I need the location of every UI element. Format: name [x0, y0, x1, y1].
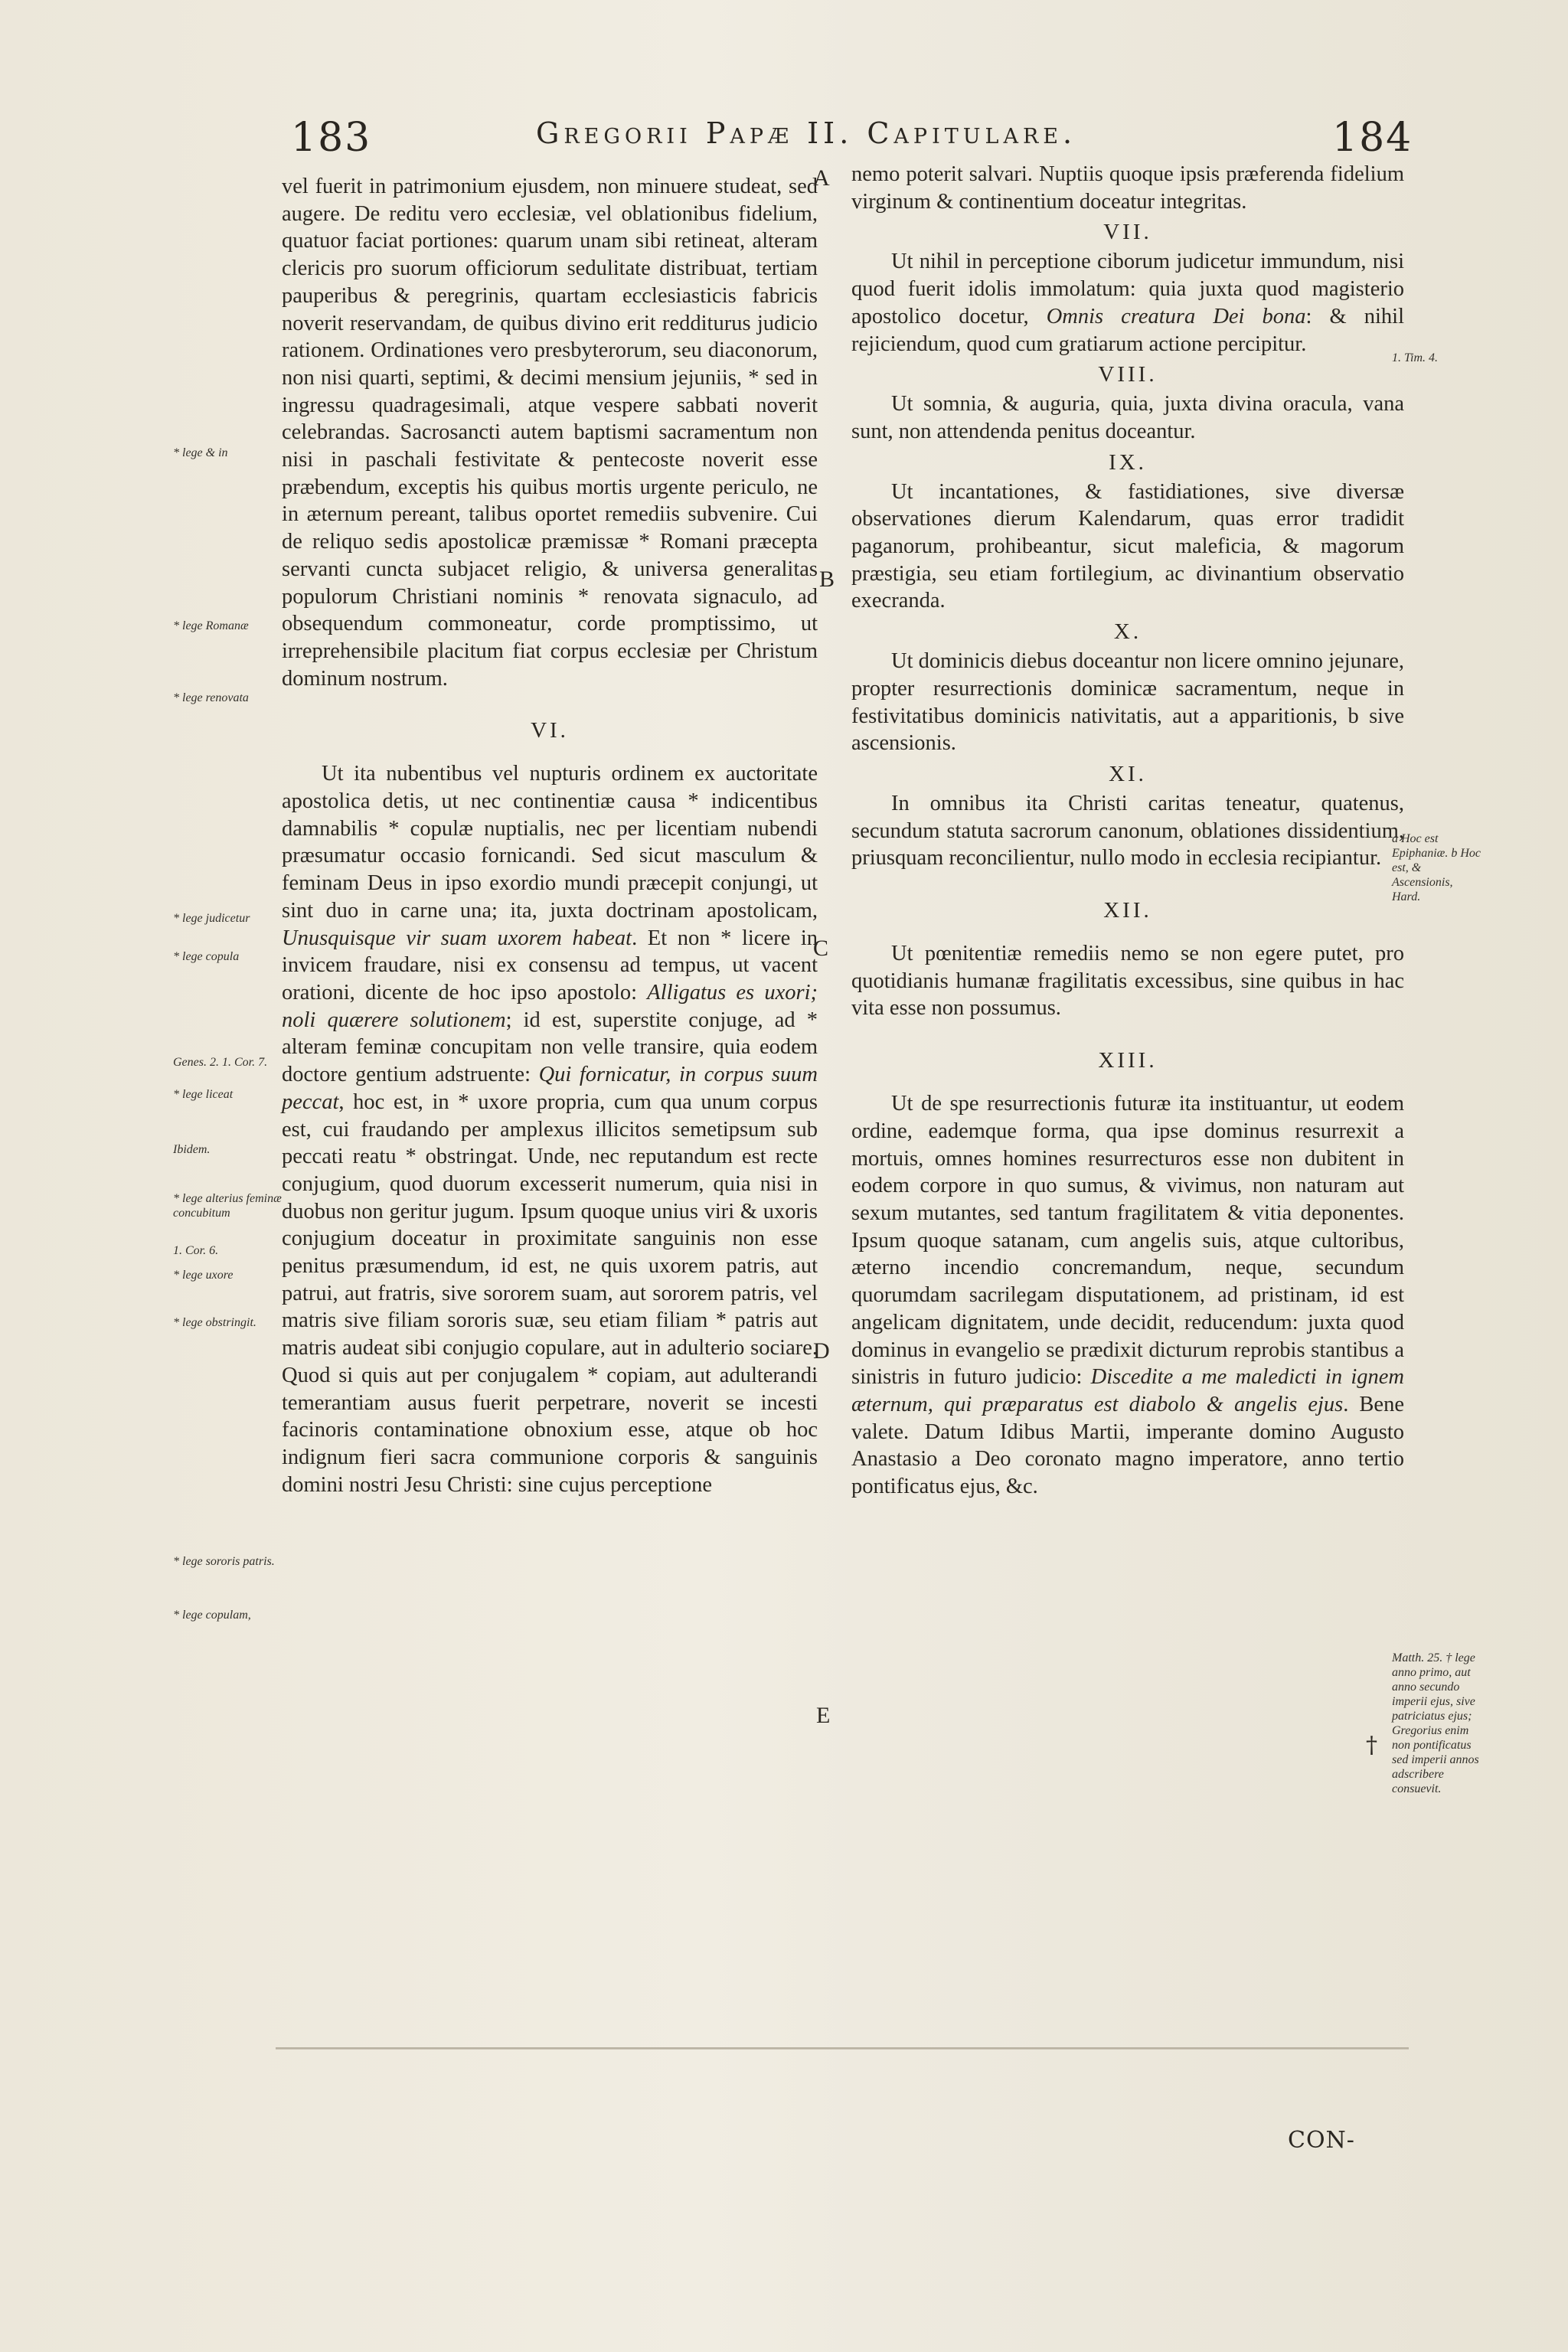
quote-alligatus: Alligatus es uxori; noli quærere solutionem — [282, 980, 818, 1032]
margin-note-right-1: 1. Tim. 4. — [1392, 351, 1439, 364]
margin-note-left-12: * lege obstringit. — [173, 1316, 256, 1329]
section-letter-c: C — [813, 936, 829, 961]
left-p2-text-c: ; id est, superstite conjuge, ad * alteram feminæ concupitam non velle transire, quia eodem doctore gentium adstruente: — [282, 1008, 818, 1087]
section-letter-b: B — [819, 567, 835, 592]
right-paragraph-1: nemo poterit salvari. Nuptiis quoque ipsis præferenda fidelium virginum & continentium doceatur integritas. — [851, 162, 1404, 214]
margin-note-left-3: * lege renovata — [173, 691, 249, 704]
margin-note-left-5: * lege copula — [173, 950, 240, 963]
quote-unusquisque: Unusquisque vir suam uxorem habeat — [282, 926, 632, 950]
left-column — [282, 173, 818, 1498]
chapter-heading-vi: VI. — [531, 718, 569, 743]
footer-rule-thin — [276, 2049, 1409, 2050]
margin-note-left-10: 1. Cor. 6. — [173, 1244, 219, 1257]
chapter-heading-xii: XII. — [1103, 898, 1152, 923]
right-paragraph-3: Ut somnia, & auguria, quia, juxta divina oracula, vana sunt, non attendenda penitus doceantur. — [851, 392, 1404, 443]
chapter-heading-viii: VIII. — [1098, 362, 1158, 387]
left-paragraph-1: vel fuerit in patrimonium ejusdem, non minuere studeat, sed augere. De reditu vero ecclesiæ, vel oblationibus fidelium, quatuor faciat portiones: quarum unam sibi retineat, alteram clericis pro suorum officiorum sedulitate distribuat, tertiam pauperibus & peregrinis, quartam ecclesiasticis fabricis noverit reservandam, de quibus divino erit redditurus judicio rationem. Ordinationes vero presbyterorum, seu diaconorum, non nisi quarti, septimi, & decimi mensium jejuniis, * sed in ingressu quadragesimali, atque vespere sabbati noverit celebrandas. Sacrosancti autem baptismi sacramentum non nisi in paschali festivitate & pentecoste noverit esse præbendum, exceptis his quibus mortis urgente periculo, ne in æternum pereant, talibus oportet remediis subvenire. Cui de reliquo sedis apostolicæ præmissæ * Romani præcepta servanti cuncta subjacet religio, & universa generalitas populorum Christiani nominis * renovata signaculo, ad obsequendum commoneatur, corde promptissimo, ut irreprehensibile placitum fiat corpus ecclesiæ per Christum dominum nostrum. — [282, 175, 818, 691]
right-paragraph-6: In omnibus ita Christi caritas teneatur, quatenus, secundum statuta sacrorum canonum, oblationes dissidentium, priusquam reconcilientur, nullo modo in ecclesia recipiantur. — [851, 791, 1404, 871]
right-paragraph-7: Ut pœnitentiæ remediis nemo se non egere putet, pro quotidianis humanæ fragilitatis excessibus, sine quibus in hac vita esse non possumus. — [851, 942, 1404, 1021]
section-letter-a: A — [813, 165, 830, 191]
left-paragraph-2 — [282, 760, 818, 1498]
left-p2-text-a: Ut ita nubentibus vel nupturis ordinem ex auctoritate apostolica detis, ut nec continentiæ causa * indicentibus damnabilis * copulæ nuptialis, nec per licentiam nubendi præsumatur occasio fornicandi. Sed sicut masculum & feminam Deus in ipso exordio mundi præcepit conjungi, ut sint duo in carne una; ita, juxta doctrinam apostolicam, — [282, 762, 818, 923]
right-paragraph-5: Ut dominicis diebus doceantur non licere omnino jejunare, propter resurrectionis dominicæ sacramentum, neque in festivitatibus dominicis nativitatis, aut a apparitionis, b sive ascensionis. — [851, 649, 1404, 756]
margin-note-left-14: * lege copulam, — [173, 1609, 251, 1622]
chapter-heading-vii: VII. — [1103, 220, 1152, 245]
margin-note-left-11: * lege uxore — [173, 1269, 234, 1282]
show-through-left — [368, 1815, 374, 1836]
quote-discedite: Discedite a me maledicti in ignem æternum, qui præparatus est diabolo & angelis ejus — [851, 1365, 1405, 1416]
show-through-right — [919, 1815, 925, 1836]
margin-note-left-2: * lege Romanæ — [173, 619, 249, 632]
section-letter-d: D — [813, 1338, 830, 1364]
page-number-right: 184 — [1332, 115, 1413, 161]
right-column — [851, 161, 1404, 1501]
margin-note-left-4: * lege judicetur — [173, 912, 250, 925]
right-p2-text-a: Ut nihil in perceptione ciborum judicetur immundum, nisi quod fuerit idolis immolatum: quia juxta quod magisterio apostolico docetur, — [851, 250, 1404, 328]
chapter-heading-x: X. — [1113, 619, 1142, 645]
left-p2-text-b: . Et non * licere in invicem fraudare, nisi ex consensu ad tempus, ut vacent orationi, dicente de hoc ipso apostolo: — [282, 926, 818, 1004]
margin-note-right-2: a Hoc est Epiphaniæ. b Hoc est, & Ascensionis, Hard. — [1392, 832, 1481, 903]
dagger-mark: † — [1366, 1732, 1377, 1759]
quote-qui-fornicatur: Qui fornicatur, in corpus suum peccat — [282, 1063, 818, 1114]
right-paragraph-4: Ut incantationes, & fastidiationes, sive diversæ observationes dierum Kalendarum, quas error tradidit paganorum, prohibeantur, sicut maleficia, & magorum præstigia, seu etiam fortilegium, ac divinantium observatio execranda. — [851, 479, 1404, 613]
page-number-left: 183 — [291, 115, 372, 161]
right-p2-text-b: : & nihil rejiciendum, quod cum gratiarum actione percipitur. — [851, 304, 1404, 356]
margin-note-right-3: Matth. 25. † lege anno primo, aut anno secundo imperii ejus, sive patriciatus ejus; Gregorius enim non pontificatus sed imperii annos adscribere consuevit. — [1392, 1651, 1479, 1795]
margin-note-left-1: * lege & in — [173, 446, 228, 459]
right-paragraph-8 — [851, 1090, 1404, 1501]
right-paragraph-2 — [851, 248, 1404, 358]
left-p2-text-d: , hoc est, in * uxore propria, cum qua unum corpus est, cui fraudando per amplexus illicitos semetipsum sub peccati reatu * obstringat. Unde, nec reputandum est recte conjugium, quod duorum excesserit numerum, quia nisi in duobus non geritur jugum. Ipsum quoque unius viri & uxoris conjugium doceatur in proximitate sanguinis non esse penitus præsumendum, id est, ne quis uxorem patris, aut patrui, aut fratris, sive sororem suam, aut sororem patris, vel matris sive filiam sororis suæ, seu etiam filiam * patris aut matris audeat sibi conjugio copulare, aut in adulterio sociare. Quod si quis aut per conjugalem * copiam, aut adulterandi temerantiam ausus fuerit perpetrare, noverit se incesti facinoris contaminatione obnoxium esse, atque ob hoc indignum fieri sacra communione corporis & sanguinis domini nostri Jesu Christi: sine cujus perceptione — [282, 1089, 818, 1497]
right-p8-text-a: Ut de spe resurrectionis futuræ ita instituantur, ut eodem ordine, eademque forma, qua ipse dominus resurrexit a mortuis, omnes homines resurrecturos esse non dubitent in eodem corpore in quo sumus, & vivimus, non naturam aut sexum mutantes, sed tantum fragilitatem & vitia deponentes. Ipsum quoque satanam, cum angelis suis, atque cultoribus, æterno incendio concremandum, neque, secundum quorumdam sacrilegam disputationem, ad pristinam, id est angelicam dignitatem, unde decidit, reducendum: juxta quod dominus in evangelio se prædixit dicturum reprobis stantibus a sinistris in futuro judicio: — [851, 1092, 1404, 1390]
chapter-heading-xi: XI. — [1109, 761, 1147, 786]
right-p8-text-b: . Bene valete. Datum Idibus Martii, imperante domino Augusto Anastasio a Deo coronato magno imperatore, anno tertio pontificatus ejus, &c. — [851, 1392, 1404, 1499]
chapter-heading-xiii: XIII. — [1098, 1048, 1158, 1073]
margin-note-left-8: Ibidem. — [173, 1143, 211, 1156]
margin-note-left-9: * lege alterius feminæ concubitum — [173, 1192, 282, 1220]
catchword: CON- — [1288, 2127, 1355, 2154]
margin-note-left-7: * lege liceat — [173, 1088, 234, 1101]
quote-omnis-creatura: Omnis creatura Dei bona — [1046, 304, 1306, 328]
margin-note-left-6: Genes. 2. 1. Cor. 7. — [173, 1056, 268, 1069]
margin-note-left-13: * lege sororis patris. — [173, 1555, 275, 1568]
running-title: Gregorii Papæ II. Capitulare. — [536, 116, 1077, 150]
section-letter-e: E — [816, 1703, 831, 1728]
chapter-heading-ix: IX. — [1109, 449, 1147, 475]
